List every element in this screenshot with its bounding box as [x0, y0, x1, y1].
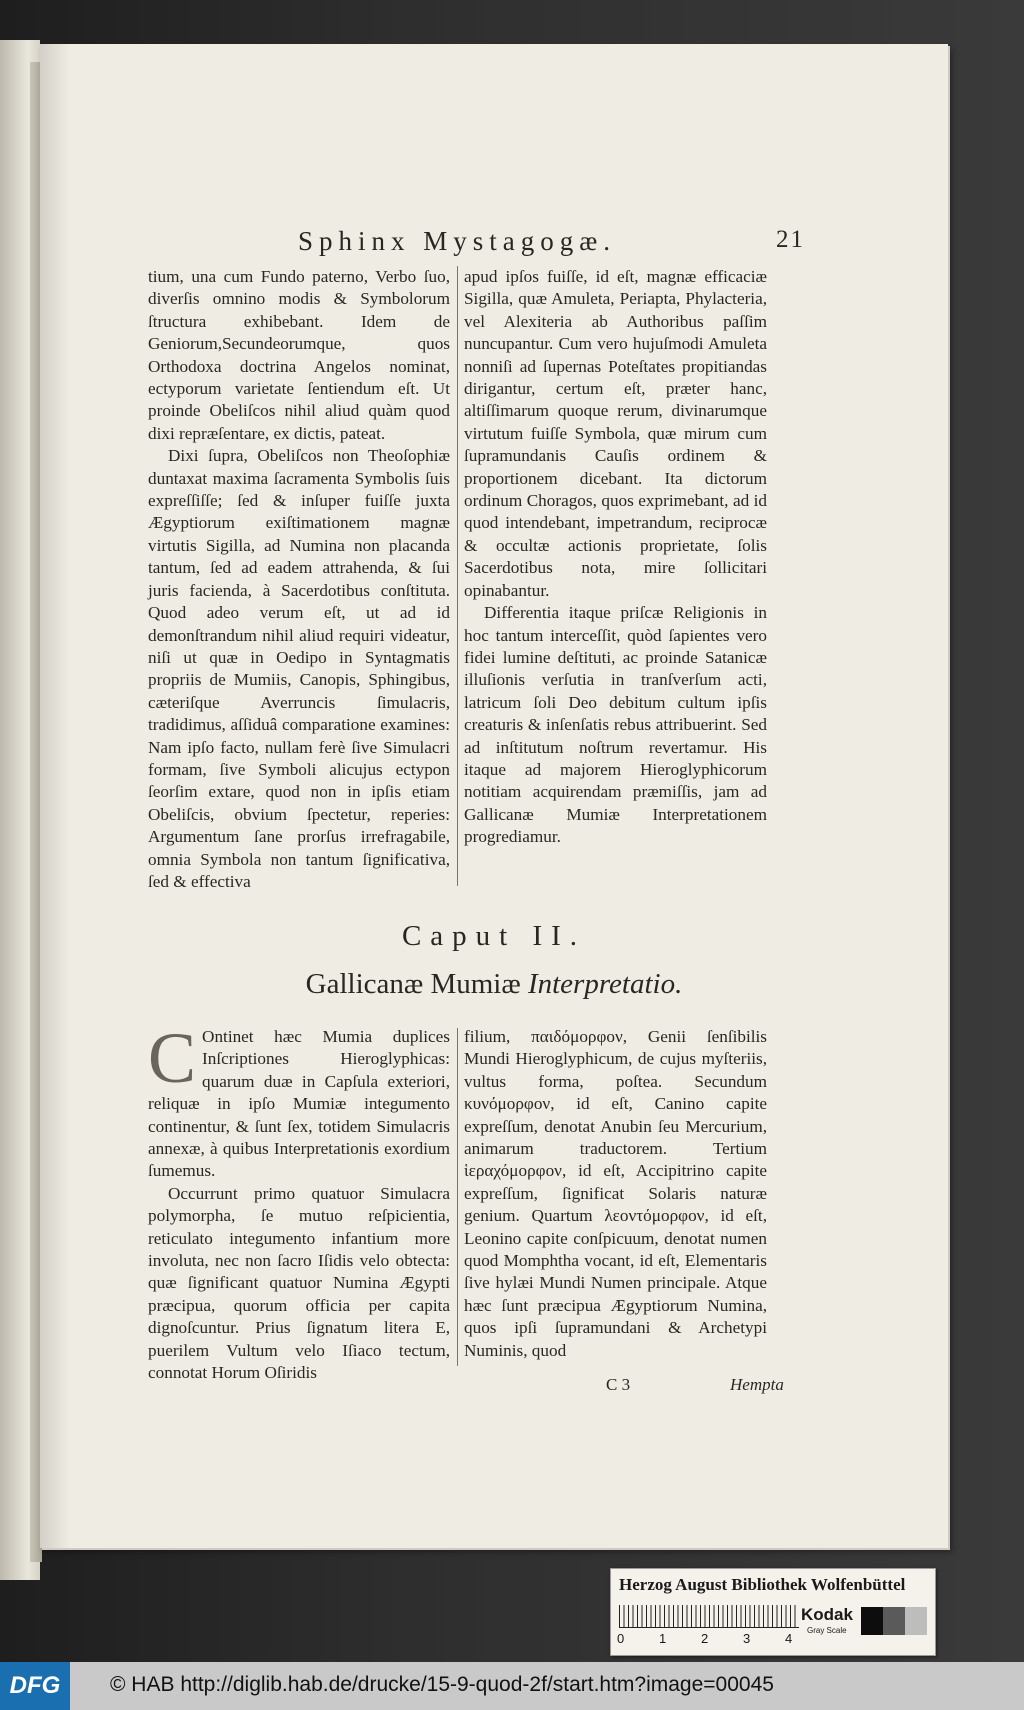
- ruler: [619, 1605, 799, 1628]
- dfg-logo: DFG: [0, 1662, 70, 1710]
- chapter-heading: Caput II.: [401, 920, 587, 952]
- paragraph: [148, 1018, 450, 1183]
- paragraph: Differentia itaque priſcæ Religionis in hoc tantum interceſſit, quòd ſapientes vero fidei lumine deſtituti, ac proinde Satanicæ illuſionis verſutia in tranſverſum acti, latricum ſoli Deo debitum cultum ipſis creaturis & inſenſatis rebus attribuerint. Sed ad inſtitutum noſtrum revertamur. His itaque ad majorem Hieroglyphicorum notitiam acquirendam præmiſſis, jam ad Gallicanæ Mumiæ Interpretationem progrediamur.: [464, 603, 767, 847]
- page-number: 21: [776, 226, 805, 253]
- chapter-subtitle-roman: Gallicanæ Mumiæ: [305, 968, 521, 1000]
- color-target: [610, 1568, 936, 1656]
- drop-cap: C: [148, 1018, 197, 1098]
- gray-scale-label: Gray Scale: [807, 1626, 847, 1635]
- page-header: [40, 226, 948, 266]
- gray-swatch-dark: [861, 1607, 883, 1635]
- signature-mark: C 3: [606, 1375, 631, 1394]
- chapter-subtitle-italic: Interpretatio.: [527, 968, 683, 1000]
- bottom-right-column: [464, 1026, 767, 1362]
- gray-swatch-light: [905, 1607, 927, 1635]
- kodak-logo: Kodak: [801, 1605, 853, 1624]
- book-page: [40, 44, 948, 1548]
- gray-swatches: [861, 1607, 927, 1635]
- library-name: Herzog August Bibliothek Wolfenbüttel: [619, 1575, 906, 1594]
- ruler-number: 1: [659, 1631, 667, 1646]
- paragraph: filium, παιδόμορφον, Genii ſenſibilis Mundi Hieroglyphicum, de cujus myſteriis, vultus forma, poſtea. Secundum κυνόμορφον, id eſt, Canino capite expreſſum, denotat Anubin ſeu Mercurium, animarum traductorem. Tertium ἱεραχόμορφον, id eſt, Accipitrino capite expreſſum, ſignificat Solaris naturæ genium. Quartum λεοντόμορφον, id eſt, Leonino capite conſpicuum, denotat numen quod Momphtha vocant, id eſt, Elementaris ſive hylæi Mundi Numen principale. Atque hæc ſunt præcipua Ægyptiorum Numina, quos ipſi ſupramundani & Archetypi Numinis, quod: [464, 1027, 767, 1360]
- top-right-column: [464, 266, 767, 849]
- top-left-column: [148, 266, 450, 893]
- paragraph: apud ipſos fuiſſe, id eſt, magnæ efficaciæ Sigilla, quæ Amuleta, Periapta, Phylacteria, vel Alexiteria ab Authoribus paſſim nuncupantur. Cum vero hujuſmodi Amuleta nonniſi ad ſupernas Poteſtates propitiandas dirigantur, certum eſt, præter hanc, altiſſimarum quoque rerum, divinarumque virtutum fuiſſe Symbola, quæ mirum cum ſupramundanis Cauſis ordinem & proportionem dicebant. Ita dictorum ordinum Choragos, quos exprimebant, ad id quod intendebant, impetrandum, reciprocæ & occultæ actionis proprietate, ſolis Sacerdotibus nota, mire ſollicitari opinabantur.: [464, 267, 767, 600]
- ruler-number: 2: [701, 1631, 709, 1646]
- paragraph-text: Ontinet hæc Mumia duplices Inſcriptiones Hieroglyphicas: quarum duæ in Capſula exteriori, reliquæ in ipſo Mumiæ integumento continentur, & ſunt ſex, totidem Simulacris annexæ, à quibus Interpretationis exordium ſumemus.: [148, 1027, 450, 1181]
- ruler-number: 0: [617, 1631, 625, 1646]
- ruler-number: 3: [743, 1631, 751, 1646]
- running-head: Sphinx Mystagogæ.: [298, 226, 617, 256]
- gray-swatch-mid: [883, 1607, 905, 1635]
- copyright-link[interactable]: © HAB http://diglib.hab.de/drucke/15-9-quod-2f/start.htm?image=00045: [110, 1673, 774, 1696]
- chapter-subtitle: [40, 968, 948, 1001]
- catchword: Hempta: [730, 1375, 784, 1394]
- paragraph: Dixi ſupra, Obeliſcos non Theoſophiæ duntaxat maxima ſacramenta Symbolis ſuis expreſſiſſe; ſed & inſuper fuiſſe juxta Ægyptiorum exiſtimationem magnæ virtutis Sigilla, ad Numina non placanda tantum, ſed ad eadem attrahenda, & ſui juris facienda, à Sacerdotibus conſtituta. Quod adeo verum eſt, ut ad id demonſtrandum nihil aliud requiri videatur, niſi ut quæ in Oedipo in Syntagmatis propriis de Mumiis, Canopis, Sphingibus, cæteriſque Averruncis ſimulacris, tradidimus, aſſiduâ comparatione examines: Nam ipſo facto, nullam ferè ſive Simulacri formam, ſive Symboli alicujus ectypon ſeorſim extare, quod non in ipſis etiam Obeliſcis, obvium ſpectetur, reperies: Argumentum ſane prorſus irrefragabile, omnia Symbola non tantum ſignificativa, ſed & effectiva: [148, 446, 450, 891]
- bottom-left-column: [148, 1018, 450, 1385]
- ruler-number: 4: [785, 1631, 793, 1646]
- column-rule: [457, 266, 458, 886]
- column-rule: [457, 1028, 458, 1366]
- paragraph: Occurrunt primo quatuor Simulacra polymorpha, ſe mutuo reſpicientia, reticulato integumento infantium more involuta, nec non ſacro Iſidis velo obtecta: quæ ſignificant quatuor Numina Ægypti præcipua, quorum officia per capita dignoſcuntur. Prius ſignatum litera E, puerilem Vultum velo Iſiaco tectum, connotat Horum Oſiridis: [148, 1183, 450, 1383]
- paragraph: tium, una cum Fundo paterno, Verbo ſuo, diverſis omnino modis & Symbolorum ſtructura exhibebant. Idem de Geniorum,Secundeorumque, quos Orthodoxa doctrina Angelos nominat, ectyporum varietate ſentiendum eſt. Ut proinde Obeliſcos nihil aliud quàm quod dixi repræſentare, ex dictis, pateat.: [148, 267, 450, 443]
